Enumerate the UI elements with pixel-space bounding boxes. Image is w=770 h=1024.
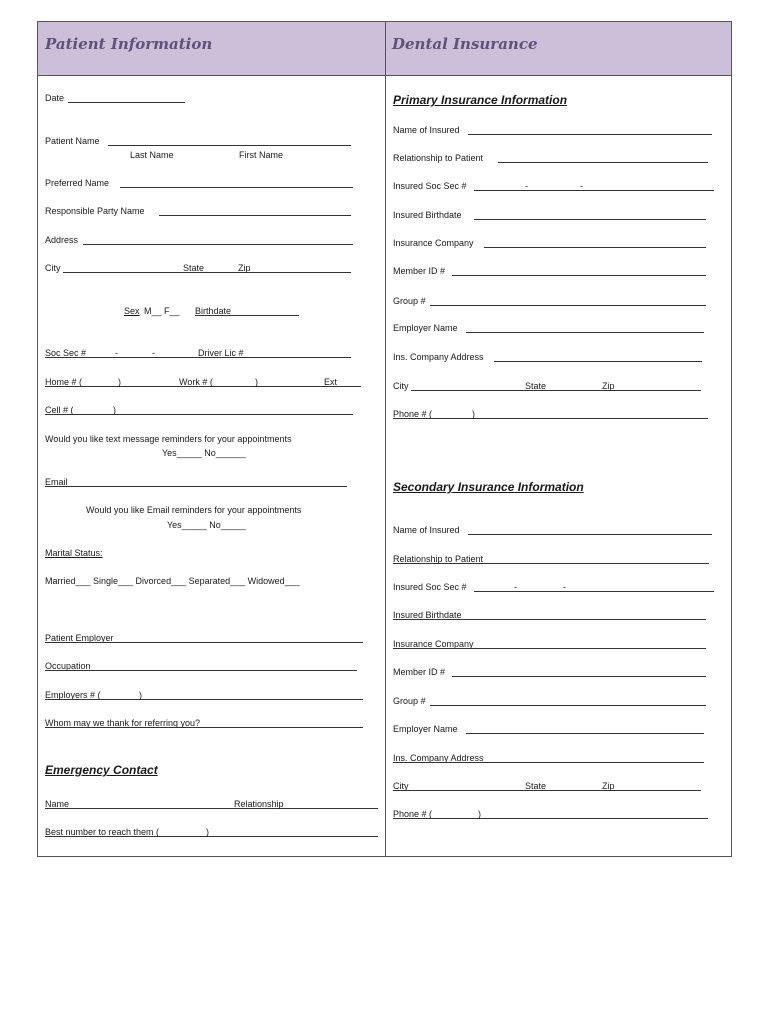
secondary-insured-soc-sec-field[interactable] — [474, 591, 714, 592]
primary-zip-label: Zip — [602, 381, 615, 391]
text-reminder-options[interactable]: Yes_____ No______ — [162, 448, 246, 458]
primary-name-of-insured-label: Name of Insured — [393, 125, 460, 135]
patient-form — [37, 21, 732, 857]
primary-insurance-company-field[interactable] — [484, 247, 706, 248]
email-label: Email — [45, 477, 68, 487]
secondary-relationship-label: Relationship to Patient — [393, 554, 484, 564]
secondary-phone-paren-close: ) — [478, 809, 481, 819]
secondary-zip-label: Zip — [602, 781, 615, 791]
cell-phone-field[interactable] — [45, 414, 353, 415]
email-field[interactable] — [45, 486, 347, 487]
patient-employer-label: Patient Employer — [45, 633, 114, 643]
primary-group-label: Group # — [393, 296, 426, 306]
date-field[interactable] — [68, 102, 185, 103]
secondary-employer-name-label: Employer Name — [393, 724, 458, 734]
primary-phone-label: Phone # ( — [393, 409, 433, 419]
cell-phone-label: Cell # ( — [45, 405, 74, 415]
secondary-insurance-company-label: Insurance Company — [393, 639, 474, 649]
secondary-group-field[interactable] — [430, 705, 706, 706]
secondary-phone-label: Phone # ( — [393, 809, 433, 819]
primary-state-label: State — [525, 381, 547, 391]
primary-phone-paren-close: ) — [472, 409, 475, 419]
city-label: City — [45, 263, 61, 273]
work-paren-close: ) — [255, 377, 258, 387]
responsible-party-field[interactable] — [159, 215, 351, 216]
primary-member-id-field[interactable] — [452, 275, 706, 276]
soc-sec-label: Soc Sec # — [45, 348, 87, 358]
address-field[interactable] — [83, 244, 353, 245]
secondary-group-label: Group # — [393, 696, 426, 706]
soc-sec-dash-2: - — [152, 348, 155, 358]
home-phone-label: Home # ( — [45, 377, 83, 387]
secondary-name-of-insured-field[interactable] — [468, 534, 712, 535]
secondary-soc-sec-dash-1: - — [514, 582, 517, 592]
work-phone-label: Work # ( — [179, 377, 213, 387]
dental-insurance-title: Dental Insurance — [392, 35, 538, 53]
soc-sec-dash-1: - — [115, 348, 118, 358]
referral-label: Whom may we thank for referring you? — [45, 718, 201, 728]
secondary-ins-company-address-field[interactable] — [393, 762, 704, 763]
primary-employer-name-field[interactable] — [466, 332, 704, 333]
marital-status-label: Marital Status: — [45, 548, 103, 558]
primary-insured-soc-sec-field[interactable] — [474, 190, 714, 191]
emergency-contact-heading: Emergency Contact — [45, 763, 158, 777]
best-number-field[interactable] — [45, 836, 378, 837]
secondary-soc-sec-dash-2: - — [563, 582, 566, 592]
best-number-paren-close: ) — [206, 827, 209, 837]
text-reminder-question: Would you like text message reminders for your appointments — [45, 434, 292, 444]
primary-relationship-label: Relationship to Patient — [393, 153, 484, 163]
employers-phone-field[interactable] — [45, 699, 363, 700]
secondary-member-id-label: Member ID # — [393, 667, 446, 677]
sex-options[interactable]: M__ F__ — [144, 306, 180, 316]
ext-label: Ext — [324, 377, 338, 387]
secondary-state-label: State — [525, 781, 547, 791]
secondary-name-of-insured-label: Name of Insured — [393, 525, 460, 535]
driver-lic-label: Driver Lic # — [198, 348, 244, 358]
city-state-zip-field[interactable] — [63, 272, 351, 273]
secondary-insured-soc-sec-label: Insured Soc Sec # — [393, 582, 467, 592]
primary-member-id-label: Member ID # — [393, 266, 446, 276]
primary-insurance-heading: Primary Insurance Information — [393, 93, 568, 107]
primary-soc-sec-dash-2: - — [580, 181, 583, 191]
best-number-label: Best number to reach them ( — [45, 827, 160, 837]
secondary-insurance-heading: Secondary Insurance Information — [393, 480, 584, 494]
patient-name-field[interactable] — [108, 145, 351, 146]
secondary-city-label: City — [393, 781, 409, 791]
sex-label: Sex — [124, 306, 140, 316]
primary-phone-field[interactable] — [393, 418, 708, 419]
primary-insurance-company-label: Insurance Company — [393, 238, 474, 248]
email-reminder-question: Would you like Email reminders for your appointments — [86, 505, 302, 515]
primary-ins-company-address-label: Ins. Company Address — [393, 352, 484, 362]
primary-insured-birthdate-field[interactable] — [474, 219, 706, 220]
secondary-relationship-field[interactable] — [393, 563, 709, 564]
occupation-field[interactable] — [45, 670, 357, 671]
patient-information-title: Patient Information — [45, 35, 213, 53]
date-label: Date — [45, 93, 65, 103]
primary-insured-birthdate-label: Insured Birthdate — [393, 210, 462, 220]
secondary-insured-birthdate-field[interactable] — [393, 619, 706, 620]
secondary-member-id-field[interactable] — [452, 676, 706, 677]
home-paren-close: ) — [118, 377, 121, 387]
patient-name-label: Patient Name — [45, 136, 100, 146]
primary-name-of-insured-field[interactable] — [468, 134, 712, 135]
employers-paren-close: ) — [139, 690, 142, 700]
dental-insurance-header — [385, 22, 731, 76]
occupation-label: Occupation — [45, 661, 91, 671]
email-reminder-options[interactable]: Yes_____ No_____ — [167, 520, 246, 530]
patient-information-header — [38, 22, 385, 76]
primary-ins-company-address-field[interactable] — [494, 361, 702, 362]
first-name-caption: First Name — [239, 150, 284, 160]
state-label: State — [183, 263, 205, 273]
emergency-name-label: Name — [45, 799, 70, 809]
column-divider — [385, 22, 386, 856]
birthdate-label: Birthdate — [195, 306, 232, 316]
secondary-insurance-company-field[interactable] — [393, 648, 706, 649]
patient-employer-field[interactable] — [45, 642, 363, 643]
last-name-caption: Last Name — [130, 150, 174, 160]
preferred-name-label: Preferred Name — [45, 178, 110, 188]
marital-status-options[interactable]: Married___ Single___ Divorced___ Separated___ Widowed___ — [45, 576, 300, 586]
primary-insured-soc-sec-label: Insured Soc Sec # — [393, 181, 467, 191]
birthdate-field[interactable] — [195, 315, 299, 316]
primary-relationship-field[interactable] — [498, 162, 708, 163]
responsible-party-label: Responsible Party Name — [45, 206, 145, 216]
secondary-phone-field[interactable] — [393, 818, 708, 819]
secondary-employer-name-field[interactable] — [466, 733, 704, 734]
emergency-relationship-label: Relationship — [234, 799, 284, 809]
employers-phone-label: Employers # ( — [45, 690, 101, 700]
emergency-name-relationship-field[interactable] — [45, 808, 378, 809]
primary-city-state-zip-field[interactable] — [411, 390, 701, 391]
primary-employer-name-label: Employer Name — [393, 323, 458, 333]
address-label: Address — [45, 235, 79, 245]
cell-paren-close: ) — [113, 405, 116, 415]
primary-city-label: City — [393, 381, 409, 391]
zip-label: Zip — [238, 263, 251, 273]
preferred-name-field[interactable] — [120, 187, 353, 188]
primary-soc-sec-dash-1: - — [525, 181, 528, 191]
primary-group-field[interactable] — [430, 305, 706, 306]
secondary-ins-company-address-label: Ins. Company Address — [393, 753, 484, 763]
secondary-insured-birthdate-label: Insured Birthdate — [393, 610, 462, 620]
referral-field[interactable] — [45, 727, 363, 728]
secondary-city-state-zip-field[interactable] — [393, 790, 701, 791]
